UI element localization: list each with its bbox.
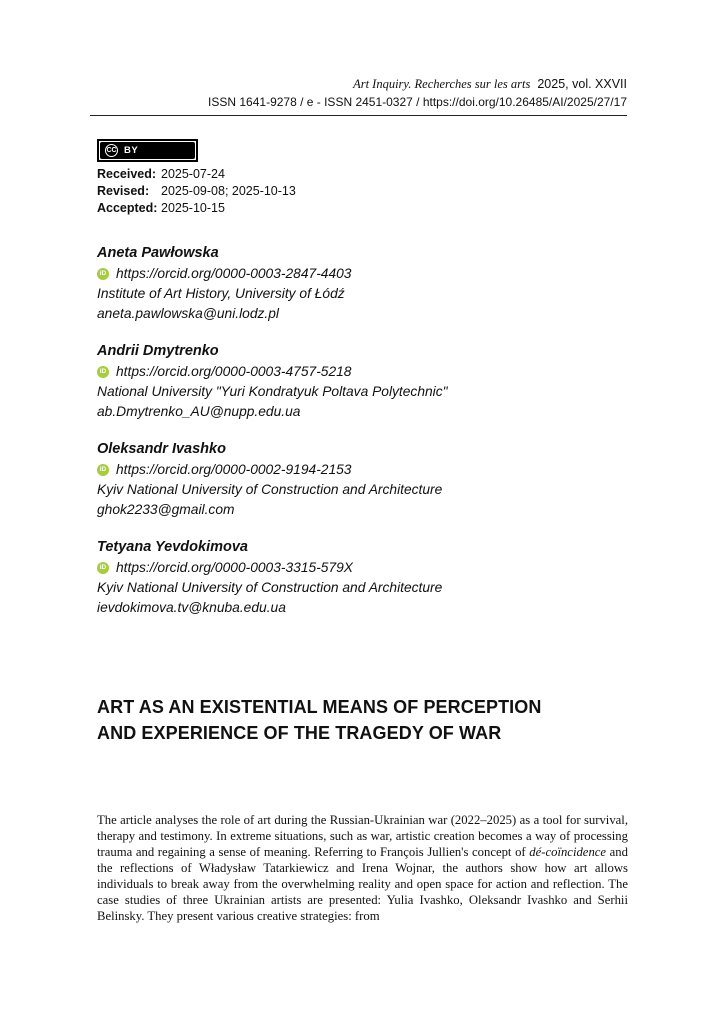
author-block <box>97 243 628 324</box>
author-name: Tetyana Yevdokimova <box>97 539 248 555</box>
author-name: Andrii Dmytrenko <box>97 343 219 359</box>
article-dates <box>97 166 296 217</box>
received-date-row <box>97 166 296 183</box>
author-email: ievdokimova.tv@knuba.edu.ua <box>97 600 286 615</box>
creative-commons-icon: CC <box>105 144 118 157</box>
revised-value: 2025-09-08; 2025-10-13 <box>161 184 296 198</box>
cc-by-badge-inner <box>100 142 195 159</box>
orcid-line <box>97 558 628 578</box>
journal-header <box>90 76 627 116</box>
cc-by-label: BY <box>124 145 139 156</box>
authors-list <box>97 243 628 635</box>
orcid-icon: iD <box>97 268 109 280</box>
author-name: Aneta Pawłowska <box>97 245 219 261</box>
revised-label: Revised: <box>97 184 150 198</box>
received-value: 2025-07-24 <box>161 167 225 181</box>
author-affiliation: Institute of Art History, University of Łódź <box>97 286 345 301</box>
revised-date-row <box>97 183 296 200</box>
received-label: Received: <box>97 167 157 181</box>
orcid-icon: iD <box>97 366 109 378</box>
author-email: ghok2233@gmail.com <box>97 502 235 517</box>
article-title: ART AS AN EXISTENTIAL MEANS OF PERCEPTION AND EXPERIENCE OF THE TRAGEDY OF WAR <box>97 697 542 743</box>
orcid-link[interactable]: https://orcid.org/0000-0003-4757-5218 <box>116 364 352 379</box>
author-affiliation: National University "Yuri Kondratyuk Poltava Polytechnic" <box>97 384 448 399</box>
author-block <box>97 537 628 618</box>
orcid-link[interactable]: https://orcid.org/0000-0003-2847-4403 <box>116 266 352 281</box>
orcid-icon: iD <box>97 562 109 574</box>
cc-by-license-badge[interactable] <box>97 139 198 162</box>
orcid-line <box>97 362 628 382</box>
accepted-label: Accepted: <box>97 201 158 215</box>
orcid-link[interactable]: https://orcid.org/0000-0003-3315-579X <box>116 560 354 575</box>
author-email: ab.Dmytrenko_AU@nupp.edu.ua <box>97 404 301 419</box>
header-divider <box>90 115 627 116</box>
orcid-icon: iD <box>97 464 109 476</box>
author-email: aneta.pawlowska@uni.lodz.pl <box>97 306 279 321</box>
accepted-date-row <box>97 200 296 217</box>
author-block <box>97 439 628 520</box>
accepted-value: 2025-10-15 <box>161 201 225 215</box>
author-name: Oleksandr Ivashko <box>97 441 226 457</box>
orcid-line <box>97 460 628 480</box>
journal-issue: 2025, vol. XXVII <box>537 77 627 91</box>
journal-title-line <box>90 76 627 93</box>
author-affiliation: Kyiv National University of Construction and Architecture <box>97 482 443 497</box>
orcid-line <box>97 264 628 284</box>
abstract-paragraph: The article analyses the role of art during the Russian-Ukrainian war (2022–2025) as a tool for survival, therapy and testimony. In extreme situations, such as war, artistic creation becomes a way of processing trauma and regaining a sense of meaning. Referring to François Jullien's concept of dé-coïncidence and the reflections of Władysław Tatarkiewicz and Irena Wojnar, the authors show how art allows individuals to break away from the overwhelming reality and open space for action and reflection. The case studies of three Ukrainian artists are presented: Yulia Ivashko, Oleksandr Ivashko and Serhii Belinsky. They present various creative strategies: from <box>97 813 628 923</box>
author-affiliation: Kyiv National University of Construction and Architecture <box>97 580 443 595</box>
issn-doi-line: ISSN 1641-9278 / e - ISSN 2451-0327 / https://doi.org/10.26485/AI/2025/27/17 <box>208 95 627 109</box>
journal-title: Art Inquiry. Recherches sur les arts <box>353 77 531 91</box>
author-block <box>97 341 628 422</box>
orcid-link[interactable]: https://orcid.org/0000-0002-9194-2153 <box>116 462 352 477</box>
